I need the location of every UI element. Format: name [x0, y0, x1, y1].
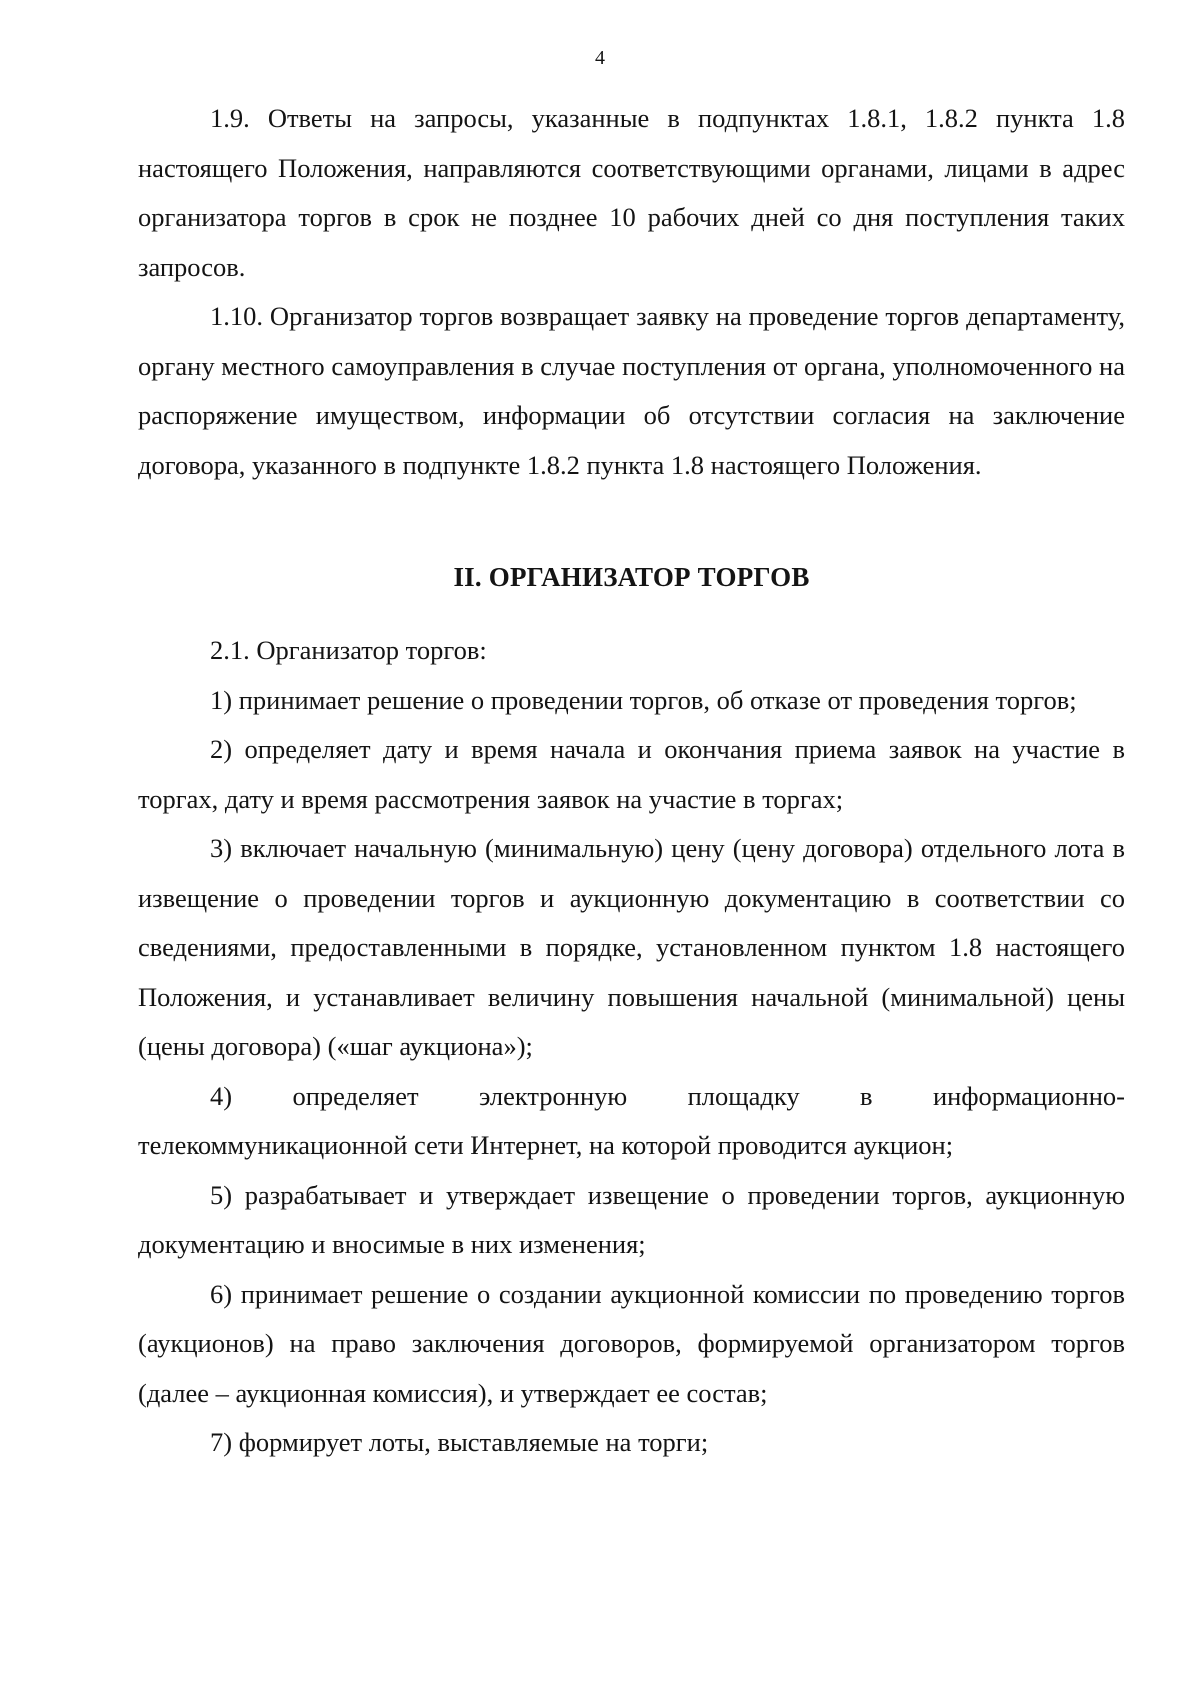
- list-item-7: 7) формирует лоты, выставляемые на торги;: [210, 1427, 709, 1457]
- paragraph-1-9: 1.9. Ответы на запросы, указанные в подпунктах 1.8.1, 1.8.2 пункта 1.8 настоящего Положения, направляются соответствующими органами, лицами в адрес организатора торгов в срок не позднее 10 рабочих дней со дня поступления таких запросов.: [138, 103, 1125, 282]
- list-item-6: 6) принимает решение о создании аукционной комиссии по проведению торгов (аукционов) на право заключения договоров, формируемой организатором торгов (далее – аукционная комиссия), и утверждает ее состав;: [138, 1278, 1125, 1408]
- document-body: [138, 94, 1125, 1468]
- page-number: 4: [595, 47, 605, 69]
- paragraph-1-10: 1.10. Организатор торгов возвращает заявку на проведение торгов департаменту, органу местного самоуправления в случае поступления от органа, уполномоченного на распоряжение имуществом, информации об отсутствии согласия на заключение договора, указанного в подпункте 1.8.2 пункта 1.8 настоящего Положения.: [138, 301, 1125, 480]
- list-item-1: 1) принимает решение о проведении торгов, об отказе от проведения торгов;: [210, 684, 1077, 715]
- section-heading: II. ОРГАНИЗАТОР ТОРГОВ: [453, 562, 810, 592]
- list-item-4: 4) определяет электронную площадку в информационно-телекоммуникационной сети Интернет, на которой проводится аукцион;: [138, 1080, 1125, 1160]
- list-item-5: 5) разрабатывает и утверждает извещение о проведении торгов, аукционную документацию и вносимые в них изменения;: [138, 1179, 1125, 1259]
- list-item-3: 3) включает начальную (минимальную) цену (цену договора) отдельного лота в извещение о проведении торгов и аукционную документацию в соответствии со сведениями, предоставленными в порядке, установленном пунктом 1.8 настоящего Положения, и устанавливает величину повышения начальной (минимальной) цены (цены договора) («шаг аукциона»);: [138, 833, 1125, 1061]
- paragraph-2-1: 2.1. Организатор торгов:: [210, 635, 487, 665]
- list-item-2: 2) определяет дату и время начала и окончания приема заявок на участие в торгах, дату и время рассмотрения заявок на участие в торгах;: [138, 734, 1125, 814]
